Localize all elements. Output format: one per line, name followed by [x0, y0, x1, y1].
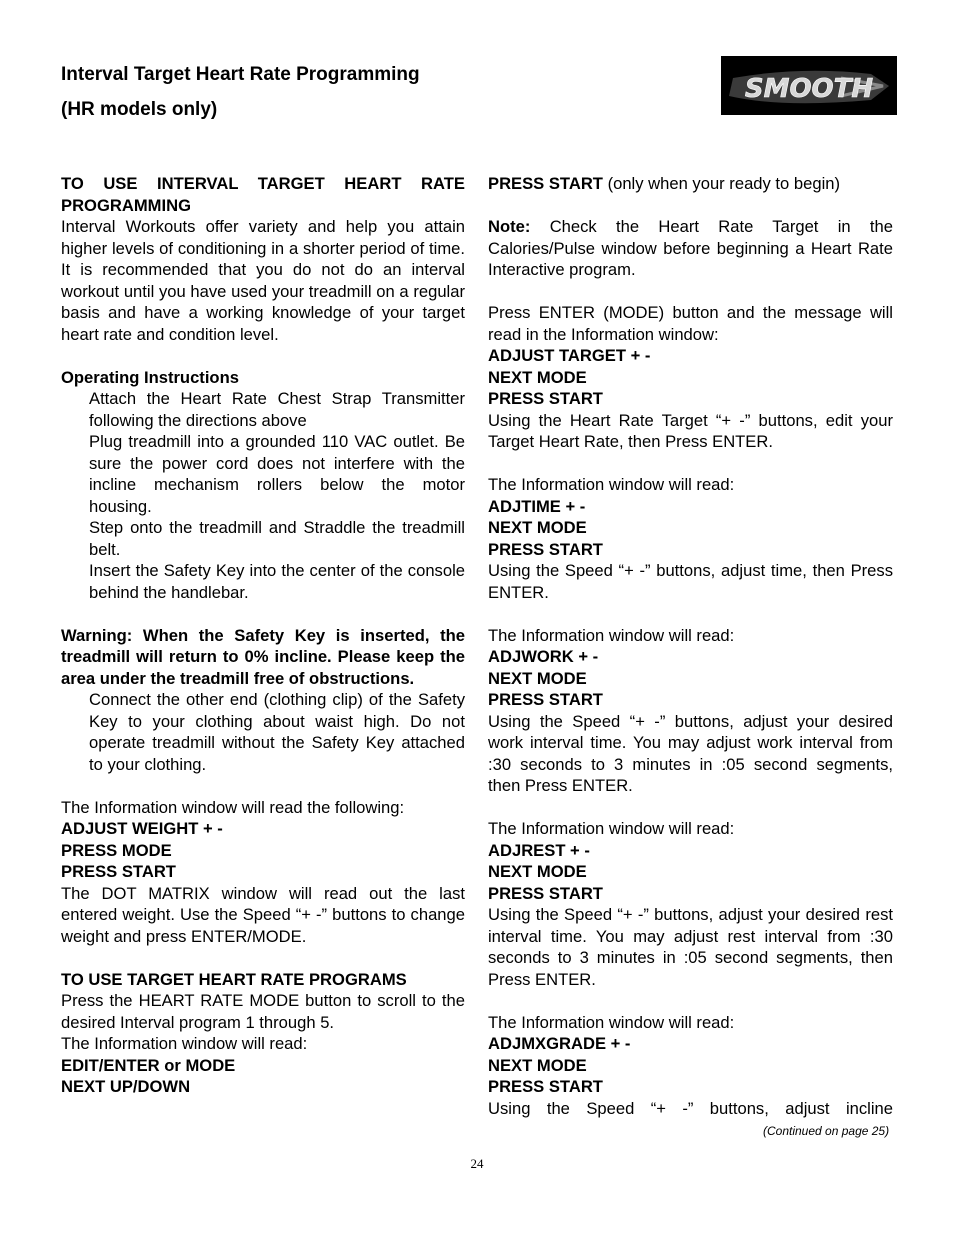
right-column: [488, 173, 893, 1119]
display-message: NEXT MODE: [488, 668, 587, 688]
paragraph: The DOT MATRIX window will read out the last entered weight. Use the Speed “+ -” buttons to change weight and press ENTER/MODE.: [61, 883, 465, 946]
paragraph: Using the Speed “+ -” buttons, adjust time, then Press ENTER.: [488, 561, 893, 602]
display-message: PRESS START: [488, 1077, 603, 1096]
press-start-note: (only when your ready to begin): [602, 174, 841, 193]
press-start-label: PRESS START: [488, 174, 603, 193]
paragraph: The Information window will read:: [61, 1034, 308, 1053]
display-message: PRESS START: [488, 690, 603, 709]
paragraph: Using the Speed “+ -” buttons, adjust your desired rest interval time. You may adjust rest interval from :30 seconds to 3 minutes in :05 second segments, then Press ENTER.: [488, 905, 893, 989]
display-message: PRESS START: [488, 883, 603, 903]
section-heading: TO USE TARGET HEART RATE PROGRAMS: [61, 969, 407, 989]
display-message: PRESS MODE: [61, 840, 172, 860]
continued-note: (Continued on page 25): [763, 1124, 890, 1138]
paragraph: Press the HEART RATE MODE button to scroll to the desired Interval program 1 through 5.: [61, 991, 465, 1032]
display-message: ADJWORK + -: [488, 647, 599, 666]
display-message: PRESS START: [61, 862, 176, 881]
paragraph: The Information window will read:: [488, 1012, 735, 1032]
paragraph: Press ENTER (MODE) button and the message will read in the Information window:: [488, 303, 893, 344]
press-start-line: [488, 173, 893, 195]
paragraph: The Information window will read:: [488, 475, 735, 494]
paragraph: The Information window will read:: [488, 625, 735, 645]
instruction-step: Step onto the treadmill and Straddle the treadmill belt.: [89, 518, 465, 559]
note-label: Note:: [488, 217, 531, 236]
page-number: 24: [470, 1156, 484, 1171]
paragraph: Using the Speed “+ -” buttons, adjust your desired work interval time. You may adjust work interval from :30 seconds to 3 minutes in :05 second segments, then Press ENTER.: [488, 711, 893, 795]
paragraph: Using the Speed “+ -” buttons, adjust incline: [488, 1098, 893, 1118]
display-message: ADJREST + -: [488, 840, 590, 860]
note-text: Check the Heart Rate Target in the Calories/Pulse window before beginning a Heart Rate Interactive program.: [488, 217, 893, 279]
page-title-line-1: Interval Target Heart Rate Programming: [61, 64, 420, 85]
display-message: EDIT/ENTER or MODE: [61, 1055, 236, 1075]
display-message: ADJUST WEIGHT + -: [61, 819, 223, 838]
display-message: PRESS START: [488, 389, 603, 408]
display-message: ADJTIME + -: [488, 496, 586, 516]
page-title-line-2: (HR models only): [61, 99, 218, 120]
smooth-logo: [721, 56, 897, 115]
display-message: ADJMXGRADE + -: [488, 1034, 631, 1053]
instruction-step: Attach the Heart Rate Chest Strap Transmitter following the directions above: [89, 389, 465, 430]
display-message: NEXT MODE: [488, 862, 587, 881]
note-paragraph: [488, 216, 893, 281]
smooth-logo-graphic: [721, 56, 897, 115]
paragraph: The Information window will read the following:: [61, 797, 405, 817]
display-message: ADJUST TARGET + -: [488, 346, 651, 365]
section-heading: TO USE INTERVAL TARGET HEART RATE PROGRAMMING: [61, 174, 465, 215]
instruction-step: Insert the Safety Key into the center of the console behind the handlebar.: [89, 561, 465, 602]
display-message: NEXT MODE: [488, 1055, 587, 1075]
paragraph: Interval Workouts offer variety and help you attain higher levels of conditioning in a shorter period of time. It is recommended that you do not do an interval workout until you have used your treadmill on a regular basis and have a working knowledge of your target heart rate and condition level.: [61, 217, 465, 344]
display-message: NEXT MODE: [488, 367, 587, 387]
logo-wordmark: SMOOTH: [744, 74, 874, 104]
paragraph: Using the Heart Rate Target “+ -” buttons, edit your Target Heart Rate, then Press ENTER.: [488, 410, 893, 451]
display-message: NEXT UP/DOWN: [61, 1077, 191, 1096]
paragraph: The Information window will read:: [488, 819, 735, 838]
instruction-step: Connect the other end (clothing clip) of the Safety Key to your clothing about waist high. Do not operate treadmill without the Safety Key attached to your clothing.: [89, 690, 465, 774]
warning-text: Warning: When the Safety Key is inserted, the treadmill will return to 0% incline. Please keep the area under the treadmill free of obstructions.: [61, 625, 465, 688]
section-heading: Operating Instructions: [61, 367, 239, 387]
display-message: PRESS START: [488, 539, 603, 559]
left-column: [61, 173, 465, 1098]
display-message: NEXT MODE: [488, 518, 587, 537]
instruction-step: Plug treadmill into a grounded 110 VAC outlet. Be sure the power cord does not interfere with the incline mechanism rollers below the motor housing.: [89, 432, 465, 516]
